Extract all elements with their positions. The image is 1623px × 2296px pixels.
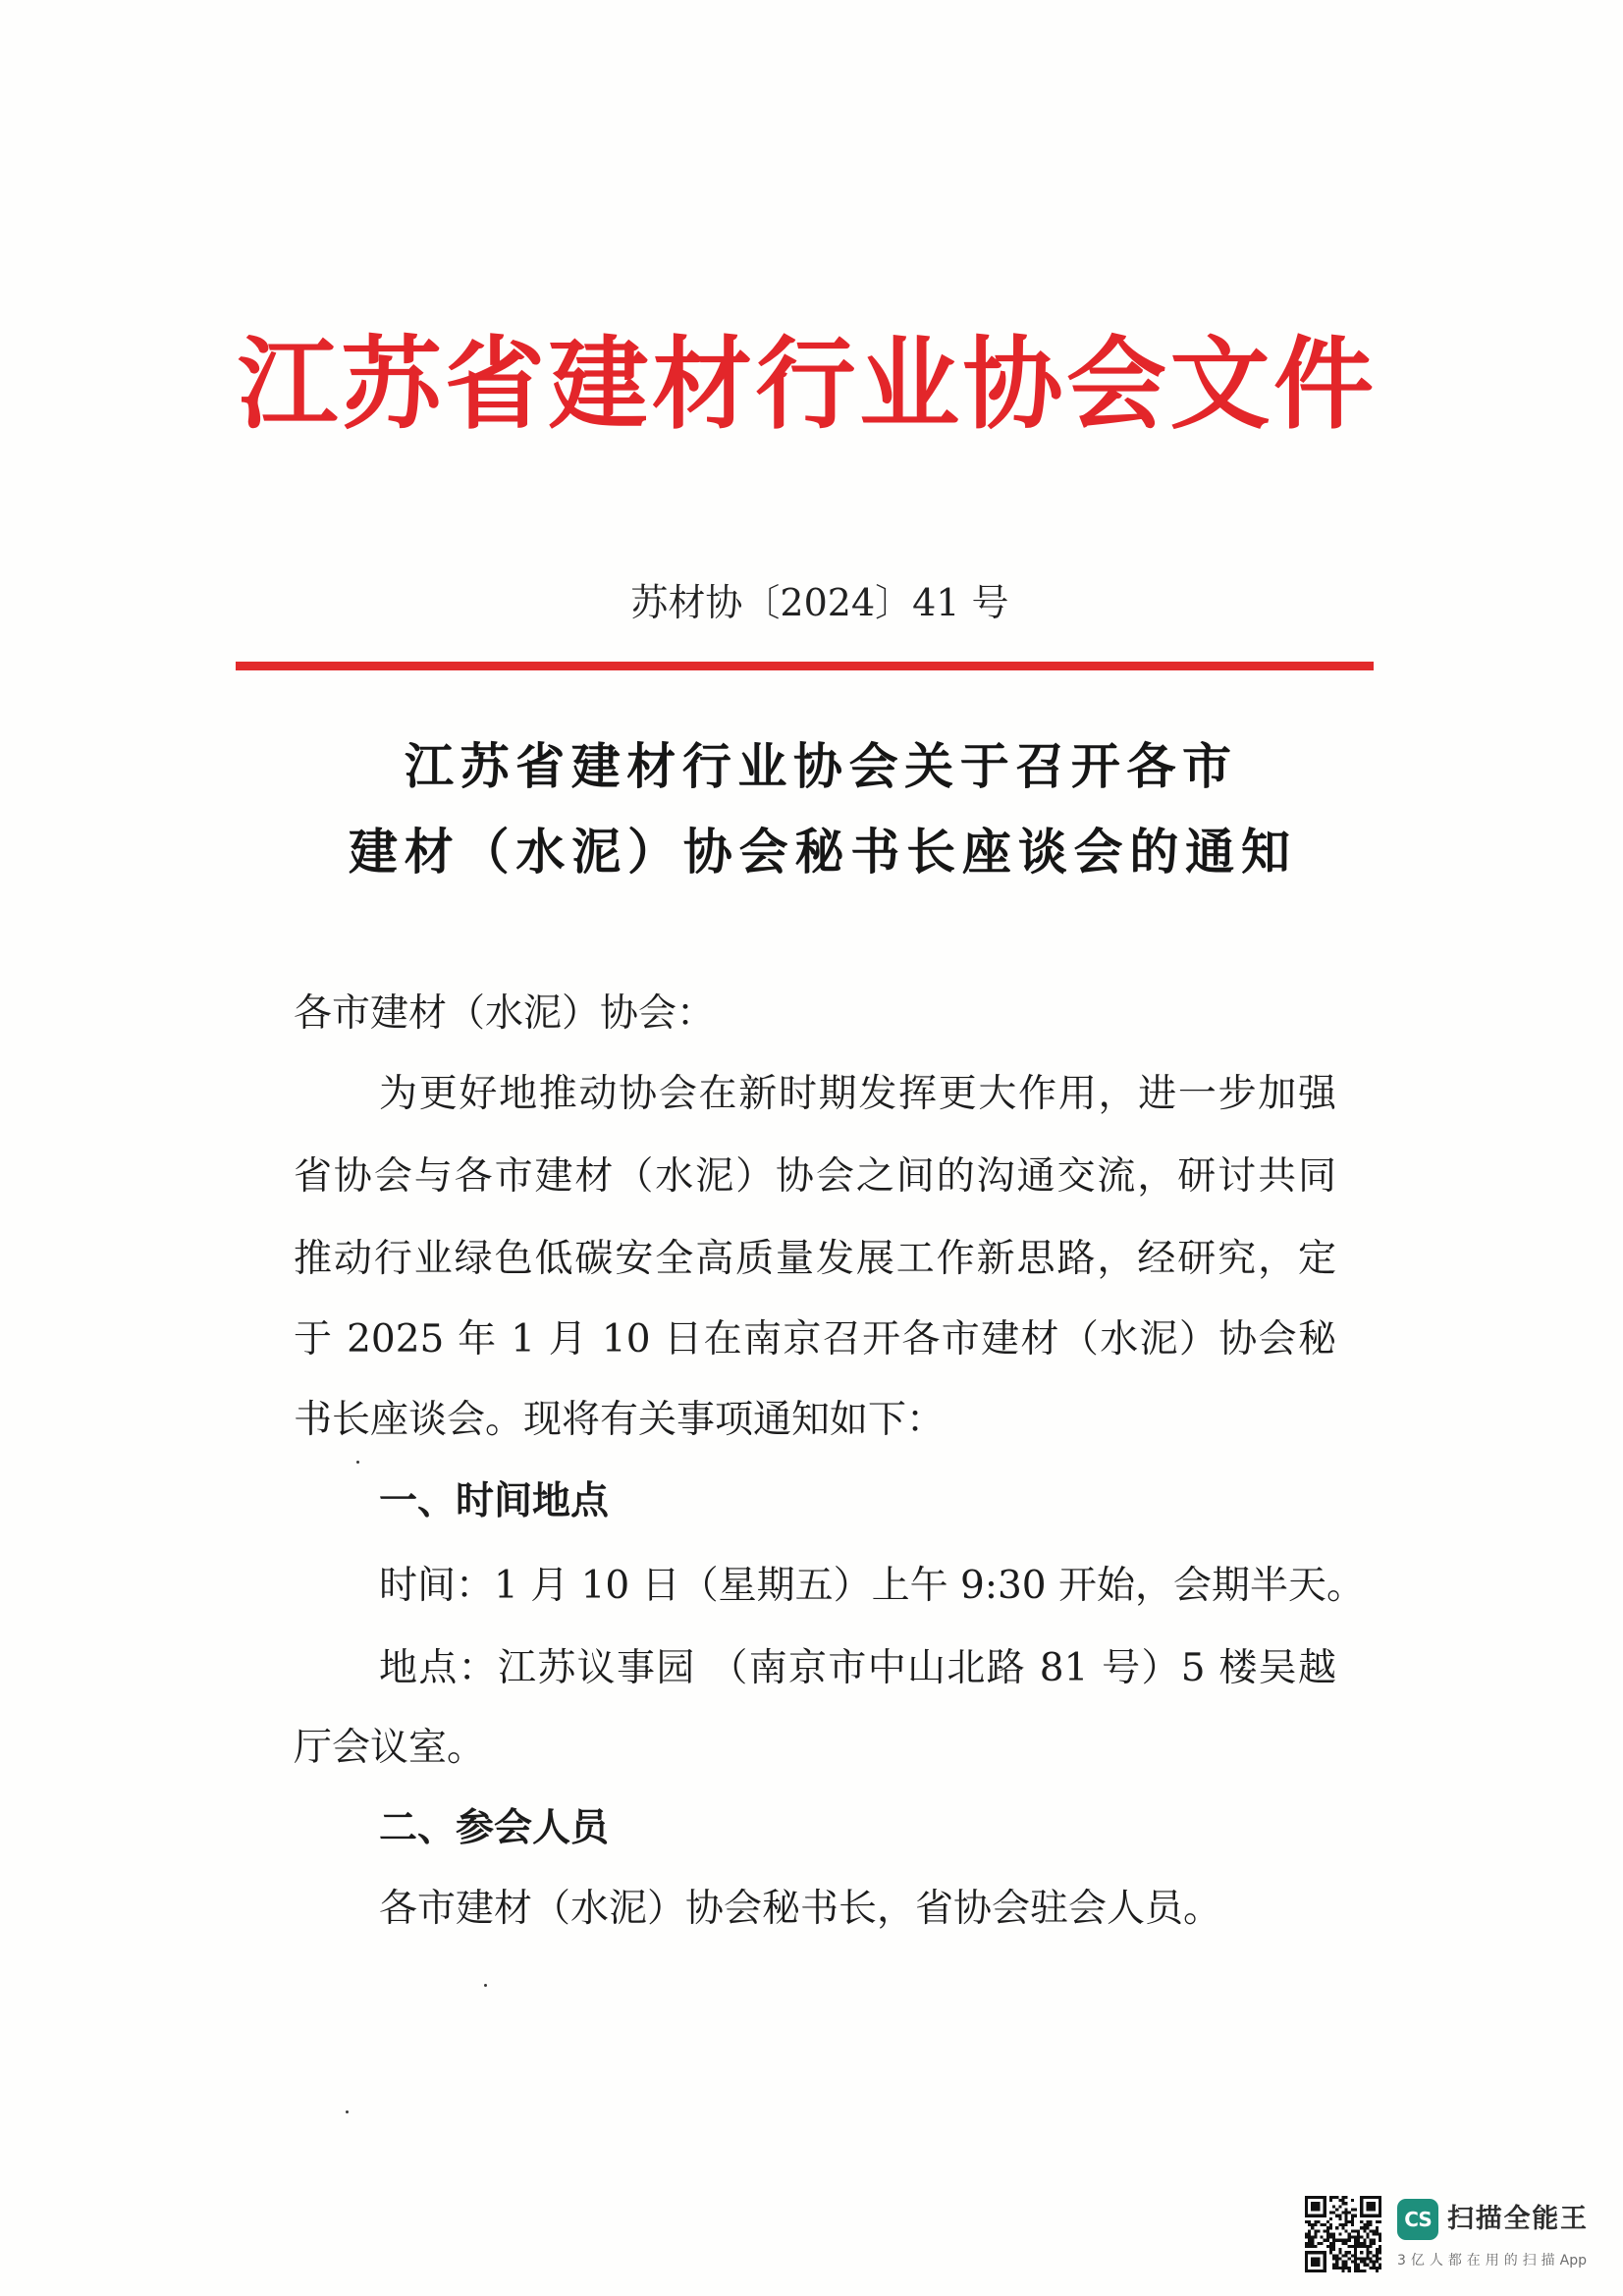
attendees-text: 各市建材（水泥）协会秘书长，省协会驻会人员。: [379, 1887, 1222, 1931]
scanner-brand-name: 扫描全能王: [1447, 2204, 1587, 2234]
red-divider-rule: [236, 662, 1374, 670]
intro-paragraph-line: 书长座谈会。现将有关事项通知如下：: [294, 1398, 946, 1442]
meeting-time: 时间：1 月 10 日（星期五）上午 9:30 开始，会期半天。: [379, 1564, 1366, 1608]
intro-paragraph-line: 省协会与各市建材（水泥）协会之间的沟通交流，研讨共同: [294, 1154, 1336, 1199]
section-heading-time-place: 一、时间地点: [379, 1478, 610, 1523]
scan-speck: [346, 2110, 349, 2113]
org-document-title: 江苏省建材行业协会文件: [238, 326, 1374, 444]
meeting-place-line: 地点：江苏议事园 （南京市中山北路 81 号）5 楼吴越: [379, 1646, 1336, 1690]
notice-title-line-1: 江苏省建材行业协会关于召开各市: [405, 737, 1231, 795]
camscanner-logo-icon: CS: [1397, 2199, 1438, 2240]
scan-speck: [356, 1461, 359, 1464]
meeting-place-line: 厅会议室。: [294, 1726, 486, 1770]
scanner-tagline: 3亿人都在用的扫描App: [1397, 2253, 1587, 2269]
scan-speck: [484, 1984, 487, 1987]
document-number: 苏材协〔2024〕41 号: [630, 581, 1009, 624]
notice-title-line-2: 建材（水泥）协会秘书长座谈会的通知: [349, 823, 1290, 881]
salutation: 各市建材（水泥）协会：: [294, 991, 716, 1036]
intro-paragraph-line: 推动行业绿色低碳安全高质量发展工作新思路，经研究，定: [294, 1237, 1336, 1281]
qr-code-icon: [1305, 2196, 1381, 2272]
intro-paragraph-line: 于 2025 年 1 月 10 日在南京召开各市建材（水泥）协会秘: [294, 1317, 1336, 1362]
intro-paragraph-line: 为更好地推动协会在新时期发挥更大作用，进一步加强: [379, 1072, 1336, 1116]
section-heading-attendees: 二、参会人员: [379, 1805, 610, 1850]
